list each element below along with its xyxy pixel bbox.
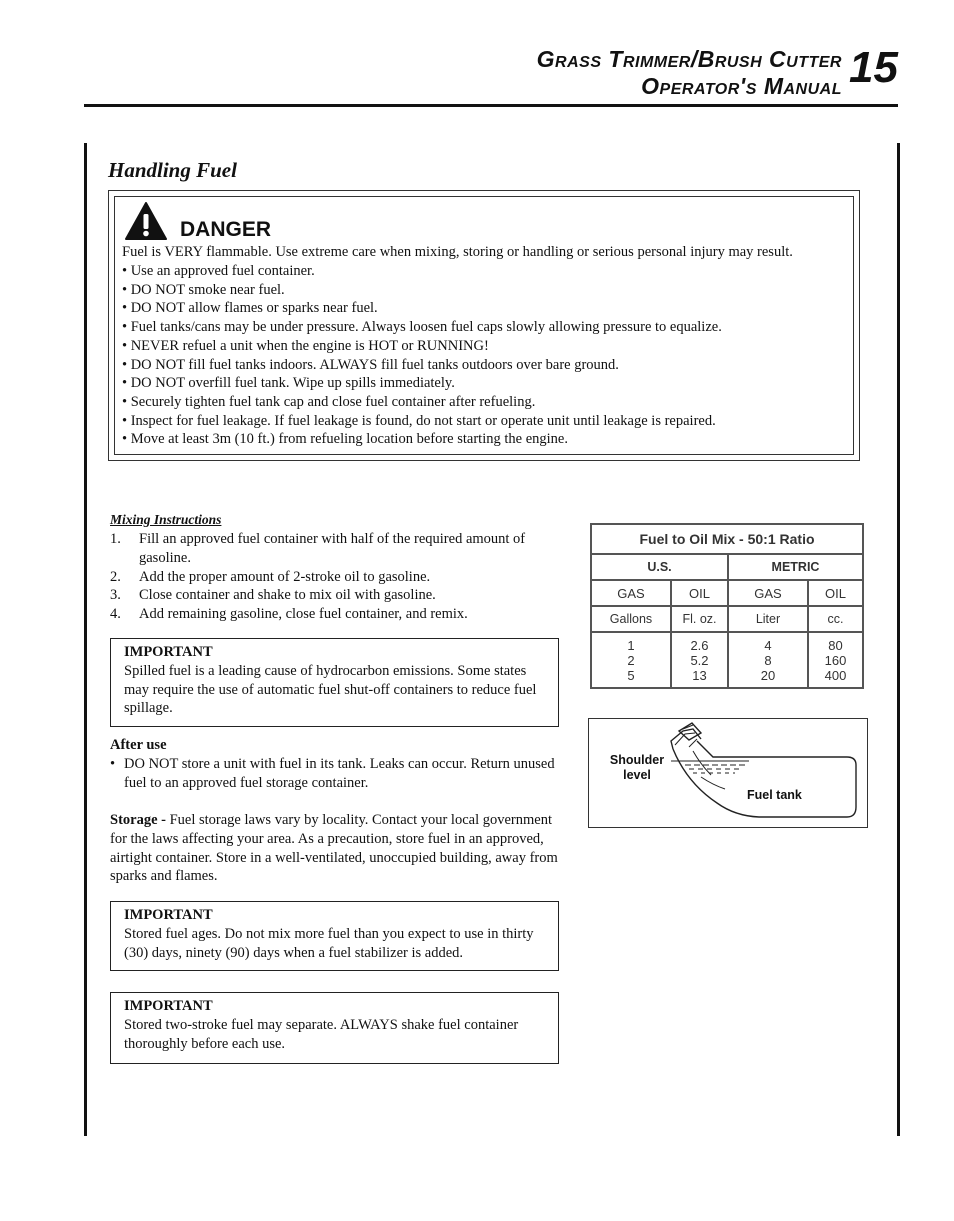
step-text: Add remaining gasoline, close fuel container, and remix. xyxy=(139,606,468,623)
table-unit-floz: Fl. oz. xyxy=(671,606,728,632)
after-use-heading: After use xyxy=(110,737,167,753)
right-margin-rule xyxy=(897,143,900,1136)
storage-text: Fuel storage laws vary by locality. Contact your local government for the laws affecting your area. As a precaution, store fuel in an approved, airtight container. Store in a well-ventilated, unoccupied building, away from sparks and flames. xyxy=(110,812,558,885)
important-title: IMPORTANT xyxy=(124,907,213,923)
table-header-us: U.S. xyxy=(591,554,728,580)
table-col-gas: GAS xyxy=(728,580,808,606)
after-use-text: DO NOT store a unit with fuel in its tank. Leaks can occur. Return unused fuel to an approved fuel storage container. xyxy=(124,756,555,791)
table-unit-gallons: Gallons xyxy=(591,606,671,632)
mixing-step xyxy=(110,586,562,605)
danger-heading: DANGER xyxy=(180,218,272,241)
table-value: 13 xyxy=(692,667,707,683)
mixing-step xyxy=(110,568,562,587)
table-col-gas: GAS xyxy=(591,580,671,606)
left-margin-rule xyxy=(84,143,87,1136)
danger-item: • Move at least 3m (10 ft.) from refueling location before starting the engine. xyxy=(122,431,568,448)
table-cell-metric-gas xyxy=(728,632,808,688)
table-value: 160 xyxy=(824,652,847,668)
shoulder-level-label xyxy=(604,753,670,783)
shoulder-label-line1: Shoulder xyxy=(609,753,665,767)
mixing-step xyxy=(110,605,562,624)
table-cell-us-oil xyxy=(671,632,728,688)
table-value: 1 xyxy=(627,637,635,653)
table-header-metric: METRIC xyxy=(728,554,863,580)
fuel-oil-mix-table xyxy=(590,523,864,689)
table-value: 4 xyxy=(764,637,772,653)
table-cell-us-gas xyxy=(591,632,671,688)
important-box-separation xyxy=(110,992,559,1064)
mixing-heading: Mixing Instructions xyxy=(110,512,222,527)
table-value: 8 xyxy=(764,652,772,668)
danger-item: • DO NOT smoke near fuel. xyxy=(122,281,285,298)
danger-item: • Fuel tanks/cans may be under pressure. Always loosen fuel caps slowly allowing pressure to equalize. xyxy=(122,319,722,336)
warning-triangle-icon xyxy=(124,201,168,241)
manual-title-line2: Operator's Manual xyxy=(641,73,842,99)
danger-list xyxy=(122,262,722,449)
important-title: IMPORTANT xyxy=(124,644,213,660)
table-value: 20 xyxy=(760,667,776,683)
table-value: 2.6 xyxy=(690,637,709,653)
fuel-tank-label: Fuel tank xyxy=(747,788,802,802)
step-number: 4. xyxy=(110,606,121,623)
table-col-oil: OIL xyxy=(808,580,863,606)
table-value: 400 xyxy=(824,667,847,683)
danger-item: • DO NOT allow flames or sparks near fuel. xyxy=(122,300,378,317)
danger-item: • NEVER refuel a unit when the engine is HOT or RUNNING! xyxy=(122,337,489,354)
step-text: Close container and shake to mix oil with gasoline. xyxy=(139,587,436,604)
bullet: • xyxy=(110,756,116,772)
danger-item: • DO NOT overfill fuel tank. Wipe up spills immediately. xyxy=(122,375,455,392)
mixing-steps xyxy=(110,530,562,624)
section-title: Handling Fuel xyxy=(108,158,237,182)
danger-lead-text: Fuel is VERY flammable. Use extreme care when mixing, storing or handling or serious personal injury may result. xyxy=(122,244,793,260)
important-title: IMPORTANT xyxy=(124,998,213,1014)
manual-title xyxy=(537,46,842,100)
storage-label: Storage - xyxy=(110,812,166,828)
danger-item: • Use an approved fuel container. xyxy=(122,263,315,279)
step-text: Add the proper amount of 2-stroke oil to gasoline. xyxy=(139,568,431,585)
storage-paragraph xyxy=(110,811,558,886)
important-text: Stored two-stroke fuel may separate. ALWAYS shake fuel container thoroughly before each use. xyxy=(124,1016,519,1052)
table-value: 5.2 xyxy=(690,652,709,668)
step-number: 3. xyxy=(110,587,121,604)
table-col-oil: OIL xyxy=(671,580,728,606)
danger-item: • Inspect for fuel leakage. If fuel leakage is found, do not start or operate unit until leakage is repaired. xyxy=(122,412,716,429)
after-use-item xyxy=(110,755,562,793)
important-box-fuel-age xyxy=(110,901,559,971)
danger-item: • Securely tighten fuel tank cap and close fuel container after refueling. xyxy=(122,393,536,410)
page-number: 15 xyxy=(849,43,898,92)
table-value: 5 xyxy=(627,667,635,683)
important-box-emissions xyxy=(110,638,559,727)
danger-item: • DO NOT fill fuel tanks indoors. ALWAYS fill fuel tanks outdoors over bare ground. xyxy=(122,356,619,373)
header-rule xyxy=(84,104,898,107)
table-cell-metric-oil xyxy=(808,632,863,688)
table-unit-liter: Liter xyxy=(728,606,808,632)
table-title: Fuel to Oil Mix - 50:1 Ratio xyxy=(591,524,863,554)
important-text: Spilled fuel is a leading cause of hydrocarbon emissions. Some states may require the use of automatic fuel shut-off containers to reduce fuel spillage. xyxy=(124,662,537,717)
step-text: Fill an approved fuel container with half of the required amount of gasoline. xyxy=(139,531,526,566)
important-text: Stored fuel ages. Do not mix more fuel than you expect to use in thirty (30) days, ninety (90) days when a fuel stabilizer is added. xyxy=(124,925,534,961)
table-value: 80 xyxy=(828,637,843,653)
step-number: 1. xyxy=(110,531,121,547)
mixing-step xyxy=(110,530,562,568)
shoulder-label-line2: level xyxy=(623,768,651,782)
step-number: 2. xyxy=(110,568,121,585)
table-unit-cc: cc. xyxy=(808,606,863,632)
table-value: 2 xyxy=(627,652,635,668)
manual-title-line1: Grass Trimmer/Brush Cutter xyxy=(536,46,842,72)
